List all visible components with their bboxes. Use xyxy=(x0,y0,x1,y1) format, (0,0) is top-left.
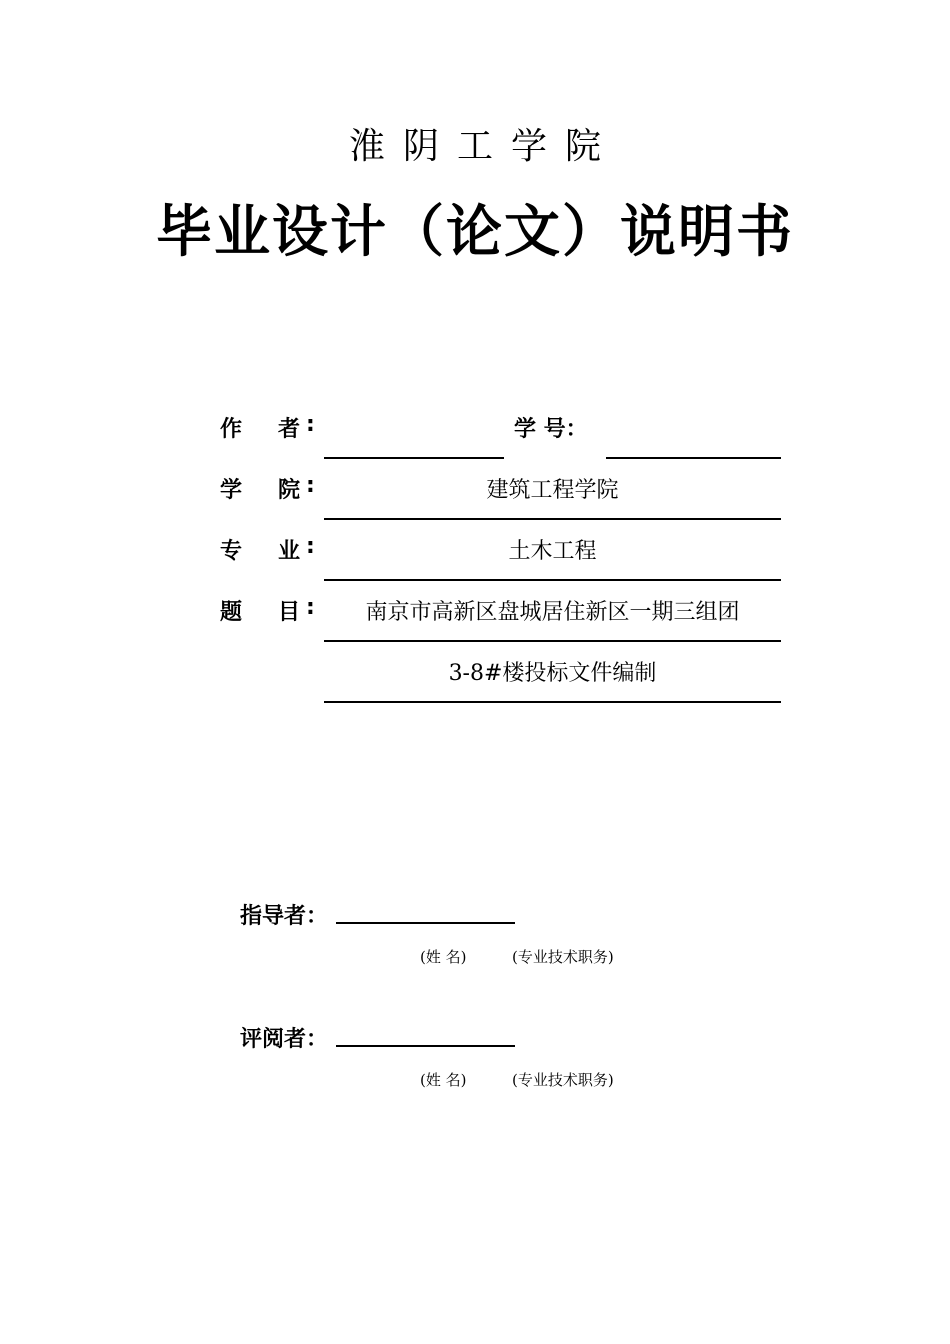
document-title: 毕业设计（论文）说明书 xyxy=(156,200,794,265)
student-id-label: 学 号： xyxy=(514,417,588,442)
major-label-char-2: 业 xyxy=(278,539,301,564)
author-label-colon: : xyxy=(306,412,315,437)
college-label-char-2: 院 xyxy=(278,478,301,503)
author-label-char-1: 作 xyxy=(220,417,243,442)
topic-label-char-2: 目 xyxy=(278,600,301,625)
reviewer-name-hint: (姓 名) xyxy=(420,1071,467,1089)
advisor-label: 指导者： xyxy=(240,904,329,929)
major-value: 土木工程 xyxy=(508,539,597,564)
major-underline xyxy=(324,579,781,581)
reviewer-underline xyxy=(336,1045,515,1047)
topic-line-1: 南京市高新区盘城居住新区一期三组团 xyxy=(365,600,740,625)
college-value: 建筑工程学院 xyxy=(486,478,619,503)
school-name: 淮阴工学院 xyxy=(348,126,619,167)
topic-label-colon: : xyxy=(306,595,315,620)
college-underline xyxy=(324,518,781,520)
author-label-char-2: 者 xyxy=(278,417,301,442)
reviewer-title-hint: (专业技术职务) xyxy=(512,1071,614,1089)
advisor-title-hint: (专业技术职务) xyxy=(512,948,614,966)
student-id-underline xyxy=(606,457,781,459)
topic-label-char-1: 题 xyxy=(220,600,243,625)
topic-underline-2 xyxy=(324,701,781,703)
college-label-colon: : xyxy=(306,473,315,498)
reviewer-label: 评阅者： xyxy=(240,1027,329,1052)
topic-line-2: 3-8#楼投标文件编制 xyxy=(448,661,657,686)
major-label-colon: : xyxy=(306,534,315,559)
major-label-char-1: 专 xyxy=(220,539,243,564)
college-label-char-1: 学 xyxy=(220,478,243,503)
advisor-underline xyxy=(336,922,515,924)
topic-underline-1 xyxy=(324,640,781,642)
author-underline xyxy=(324,457,504,459)
advisor-name-hint: (姓 名) xyxy=(420,948,467,966)
